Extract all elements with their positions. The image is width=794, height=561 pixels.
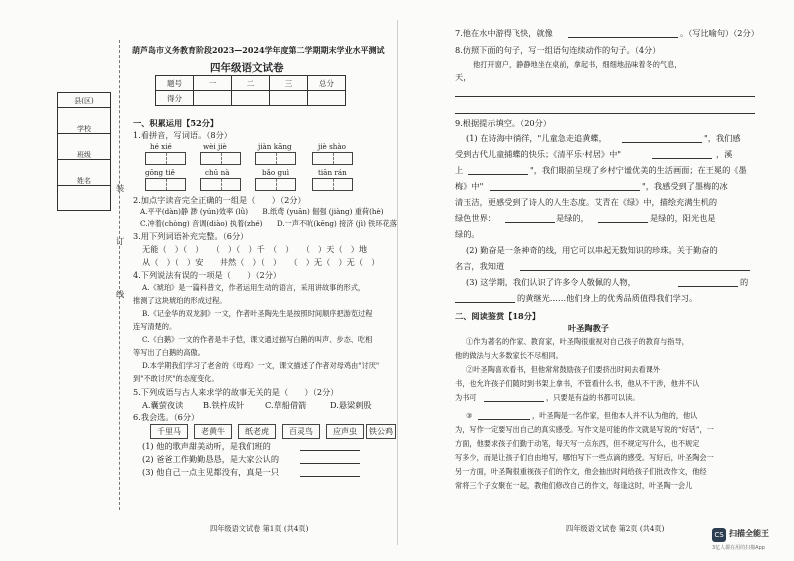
q9-line: 是绿的， xyxy=(556,213,589,223)
q4-option: 推测了这块琥珀的形成过程。 xyxy=(133,296,227,305)
binding-line xyxy=(119,40,120,510)
q9-line: (3) 这学期，我们认识了许多令人敬佩的人物， xyxy=(466,277,636,287)
score-label-cell: 得分 xyxy=(156,91,194,106)
word-choice: 百灵鸟 xyxy=(282,424,320,439)
q7-tail: 。（写比喻句）（2分） xyxy=(680,28,759,38)
reading-line: 方面，他要求孩子们勤于动笔，每天写一点东西，但不规定写什么，也不规定 xyxy=(455,439,700,448)
answer-line[interactable] xyxy=(455,96,755,97)
reading-line: ，叶圣陶是一名作家，但他本人并不认为他的，他认 xyxy=(532,411,698,420)
answer-line[interactable] xyxy=(520,270,750,271)
answer-line[interactable] xyxy=(300,450,360,451)
q9-line: 上 xyxy=(455,165,464,175)
q9-line: 清玉洁，更感受到了诗人的人生态度。艾青在《绿》中，描绘充满生机的 xyxy=(455,197,718,207)
q5-option: B.铁杵成针 xyxy=(203,400,245,410)
score-header-cell: 总分 xyxy=(308,76,346,91)
pinyin: jiè shào xyxy=(318,142,346,151)
exam-title: 葫芦岛市义务教育阶段2023—2024学年度第二学期期末学业水平测试 xyxy=(132,45,385,55)
pinyin: tiān rán xyxy=(318,168,347,177)
watermark-sub: 3亿人都在用的扫描App xyxy=(712,545,765,551)
reading-line: 为，写作一定要写出自己的真实感受。写作文是可能的作文就是写说的“好话”，一 xyxy=(455,425,714,434)
answer-line[interactable] xyxy=(455,113,755,114)
answer-box[interactable] xyxy=(312,178,353,191)
page-footer-left: 四年级语文试卷 第1页 (共4页) xyxy=(210,524,309,533)
binding-char: 线 xyxy=(116,289,125,299)
pinyin: wèi jiè xyxy=(203,142,227,151)
paper-title: 四年级语文试卷 xyxy=(210,62,284,74)
q4-option: B.《记金华的双龙洞》一文，作者叶圣陶先生是按照时间顺序把游览过程 xyxy=(142,309,373,318)
score-cell[interactable] xyxy=(232,91,270,106)
q9-line: "，我感受到了墨梅的冰 xyxy=(642,181,728,191)
q5-option: A.囊萤夜读 xyxy=(142,400,184,410)
q6-text: 6.我会选。（6分） xyxy=(133,412,200,422)
q9-line: (2) 勤奋是一条神奇的线，用它可以串起无数知识的珍珠。关于勤奋的 xyxy=(466,245,718,255)
score-cell[interactable] xyxy=(308,91,346,106)
section1-heading: 一、积累运用【52分】 xyxy=(133,118,219,128)
county-label: 县(区) xyxy=(74,97,94,105)
answer-line[interactable] xyxy=(484,401,544,402)
q6-sentence: (2) 爸爸工作勤勤恳恳，是大家公认的 xyxy=(142,454,280,464)
binding-char: 装 xyxy=(116,183,125,193)
q5-option: D.悬梁刺股 xyxy=(330,400,372,410)
word-choice: 铁公鸡 xyxy=(366,424,396,439)
score-cell[interactable] xyxy=(270,91,308,106)
pinyin: hé xié xyxy=(150,142,172,151)
reading-line: ①作为著名的作家、教育家，叶圣陶很重视对自己孩子的教育与指导， xyxy=(466,337,689,346)
watermark-brand: 扫描全能王 xyxy=(729,529,769,538)
q8-tail: 天， xyxy=(455,72,472,82)
q9-line: 梅》中" xyxy=(455,181,484,191)
reading-line: ②叶圣陶喜欢看书，但他常常鼓励孩子们要挤出时间去看课外 xyxy=(466,365,661,374)
pinyin: jiàn kāng xyxy=(258,142,292,151)
q9-line: 是绿的，阳光也是 xyxy=(650,213,716,223)
q8-text: 8.仿照下面的句子，写一组语句连续动作的句子。（4分） xyxy=(455,45,661,55)
answer-box[interactable] xyxy=(255,152,296,165)
q9-line: "，我们眼前呈现了乡村宁谧优美的生活画面；在王冕的《墨 xyxy=(530,165,747,175)
answer-line[interactable] xyxy=(478,419,530,420)
reading-line: ，只要是有益的书都可以读。 xyxy=(546,393,640,402)
q6-sentence: (3) 他自己一点主见都没有，真是一只 xyxy=(142,467,280,477)
q9-line: 的黄继光……他们身上的优秀品质值得我们学习。 xyxy=(517,293,698,303)
q1-text: 1.看拼音，写词语。（8分） xyxy=(133,130,232,140)
reading-line: 写多少，而是让孩子们自由地写，哪怕写下一些点滴的感受。写好后，叶圣陶会一 xyxy=(455,453,714,462)
q3-line: 从（ ）（ ）安 井然（ ）（ ） （ ）无（ ）无（ ） xyxy=(142,257,380,267)
q7-text: 7.他在水中游得飞快，就像 xyxy=(455,28,553,38)
q9-line: (1) 在诗海中徜徉，"儿童急走追黄蝶， xyxy=(466,133,607,143)
answer-box[interactable] xyxy=(200,152,241,165)
answer-box[interactable] xyxy=(312,152,353,165)
pinyin: chū nà xyxy=(205,168,230,177)
q2-option: A.平平(dàn)静 渺 (yún)效率 (lǜ) B.纸鸢 (yuān) 倔强 (jiàng) 重荷(hè) xyxy=(140,207,384,216)
reading-line: 另一方面，叶圣陶很重视孩子们的作文，他会抽出时间给孩子们批改作文，他经 xyxy=(455,467,707,476)
q9-line: 受到古代儿童捕蝶的快乐；《清平乐·村居》中" xyxy=(455,149,622,159)
q9-line: 名言，我知道 xyxy=(455,261,505,271)
answer-line[interactable] xyxy=(455,302,515,303)
answer-box[interactable] xyxy=(145,178,186,191)
q4-option: 到"不敢讨厌"的态度变化。 xyxy=(133,374,219,383)
q9-line: ，溪 xyxy=(716,149,733,159)
q3-text: 3.用下列词语补充完整。（6分） xyxy=(133,231,249,241)
answer-line[interactable] xyxy=(505,222,555,223)
pinyin: bǎo guì xyxy=(262,168,290,177)
answer-line[interactable] xyxy=(468,174,528,175)
q5-option: C.草船借箭 xyxy=(265,400,307,410)
score-header-cell: 题号 xyxy=(156,76,194,91)
answer-line[interactable] xyxy=(622,142,702,143)
reading-title: 叶圣陶教子 xyxy=(568,323,609,333)
student-info-box xyxy=(57,92,111,211)
answer-line[interactable] xyxy=(652,158,712,159)
q2-option: C.冲着(chòng) 音调(diào) 执着(zhé) D.一声不吭(kēng) 接济 (jì) 铁环花落 xyxy=(140,219,397,228)
answer-box[interactable] xyxy=(145,152,186,165)
q4-option: 连写清楚的。 xyxy=(133,322,177,331)
answer-line[interactable] xyxy=(300,463,360,464)
q9-text: 9.根据提示填空。（20分） xyxy=(455,118,552,128)
q4-option: D.本学期我们学习了老舍的《母鸡》一文，课文描述了作者对母鸡由"讨厌" xyxy=(142,361,380,370)
reading-line: 他的做法与大多数家长不尽相同。 xyxy=(455,351,563,360)
q9-line: "，我们感 xyxy=(704,133,741,143)
q2-text: 2.加点字读音完全正确的一组是（ ）（2分） xyxy=(133,195,306,205)
reading-line: 书，也允许孩子们随时到书架上拿书，不管看什么书，他从不干涉，他并不认 xyxy=(455,379,700,388)
pinyin: gōng tiě xyxy=(145,168,175,177)
word-choice: 纸老虎 xyxy=(238,424,276,439)
q9-line: 的 xyxy=(740,277,749,287)
score-table xyxy=(155,75,346,106)
q4-option: C.《白鹅》一文的作者是丰子恺，课文通过描写白鹅的叫声、步态、吃相 xyxy=(142,335,373,344)
q3-line: 无能（ ）（ ） （ ）（ ）千 （ ） （ ）天（ ）地 xyxy=(142,244,368,254)
score-header-cell: 一 xyxy=(194,76,232,91)
name-label: 姓名 xyxy=(77,177,91,185)
reading-line: 常将三个子女聚在一起，教他们修改自己的作文，每逢这时，叶圣陶一会儿 xyxy=(455,481,693,490)
q6-sentence: (1) 他的歌声甜美动听，是我们班的 xyxy=(142,441,271,451)
q4-text: 4.下列说法有误的一项是（ ）（2分） xyxy=(133,270,282,280)
word-choice: 千里马 xyxy=(150,424,188,439)
binding-char: 订 xyxy=(116,236,125,246)
camscanner-logo-icon: CS xyxy=(712,528,726,542)
school-label: 学校 xyxy=(77,125,91,133)
page-divider xyxy=(397,20,398,545)
q9-line: 绿色世界： xyxy=(455,213,496,223)
q4-option: A.《琥珀》是一篇科普文，作者运用生动的语言，采用讲故事的形式， xyxy=(142,283,366,292)
answer-box[interactable] xyxy=(255,178,296,191)
reading-line: 为书可 xyxy=(455,393,477,402)
q9-line: 绿的。 xyxy=(455,229,480,239)
q5-text: 5.下列成语与古人来求学的故事无关的是（ ）（2分） xyxy=(133,387,339,397)
answer-box[interactable] xyxy=(200,178,241,191)
page-footer-right: 四年级语文试卷 第2页 (共4页) xyxy=(566,524,665,533)
answer-line[interactable] xyxy=(568,37,678,38)
answer-line[interactable] xyxy=(300,476,360,477)
word-choice: 老黄牛 xyxy=(194,424,232,439)
q8-example: 他打开窗户，静静地坐在桌前，拿起书，细细地品味着冬的气息， xyxy=(473,60,682,69)
score-header-cell: 二 xyxy=(232,76,270,91)
score-cell[interactable] xyxy=(194,91,232,106)
answer-line[interactable] xyxy=(678,286,738,287)
q4-option: 等写出了白鹅的高傲。 xyxy=(133,348,205,357)
class-label: 班级 xyxy=(77,151,91,159)
answer-line[interactable] xyxy=(490,190,640,191)
answer-line[interactable] xyxy=(598,222,648,223)
score-header-cell: 三 xyxy=(270,76,308,91)
word-choice: 应声虫 xyxy=(326,424,364,439)
section2-heading: 二、阅读鉴赏【18分】 xyxy=(455,311,541,321)
reading-line: ③ xyxy=(466,411,473,420)
